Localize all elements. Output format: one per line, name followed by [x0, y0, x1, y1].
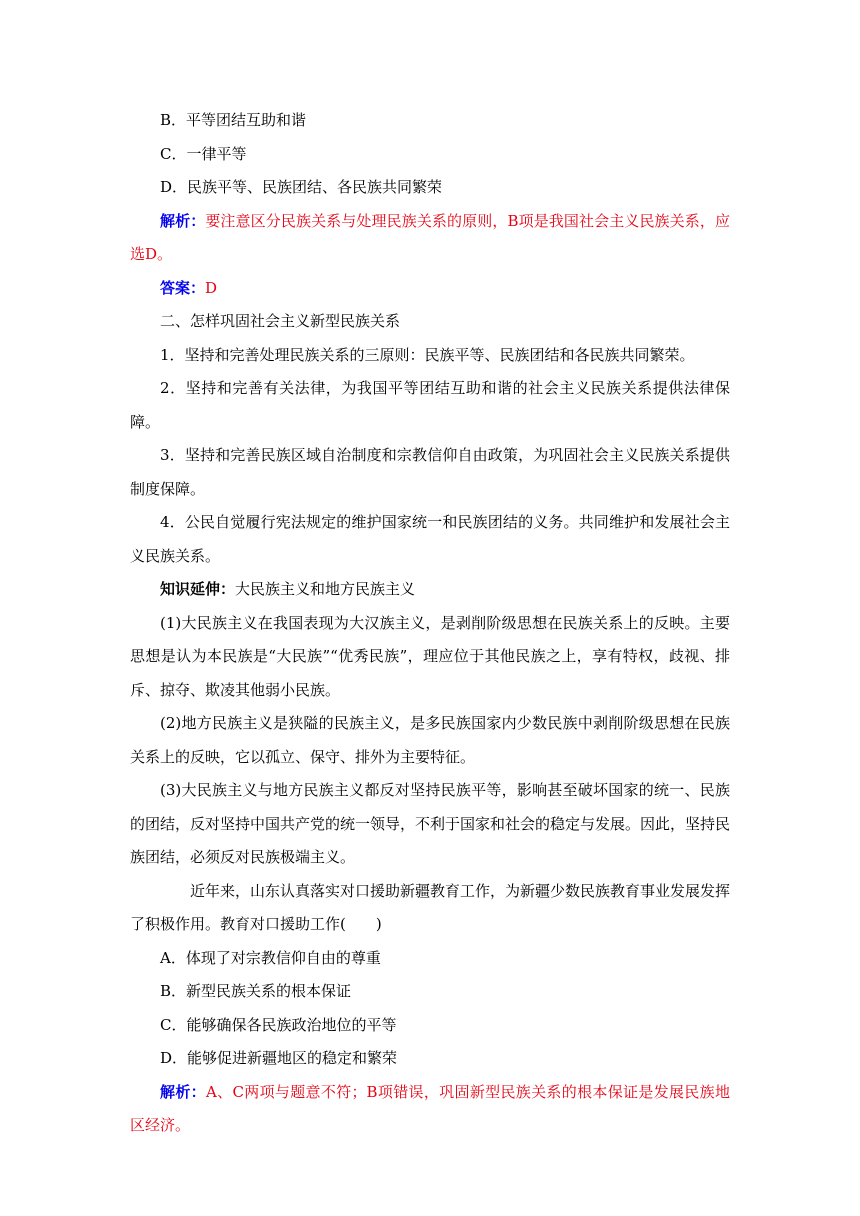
- question-option-a: A．体现了对宗教信仰自由的尊重: [160, 948, 381, 967]
- extension-para-1: (1)大民族主义在我国表现为大汉族主义，是剥削阶级思想在民族关系上的反映。主要思想是认为本民族是“大民族”“优秀民族”，理应位于其他民族之上，享有特权，歧视、排斥、掠夺、欺凌其他弱小民族。: [130, 613, 730, 699]
- option-d: D．民族平等、民族团结、各民族共同繁荣: [160, 178, 443, 196]
- option-c: C．一律平等: [160, 144, 247, 163]
- explanation-1: [130, 205, 730, 272]
- extension-title: 大民族主义和地方民族主义: [235, 580, 416, 598]
- answer-value: D: [205, 278, 218, 297]
- explanation-label-2: 解析：: [160, 1082, 206, 1101]
- document-content: [130, 104, 730, 1143]
- answer-label: 答案：: [160, 278, 206, 297]
- option-b: B．平等团结互助和谐: [160, 111, 307, 129]
- question-option-b: B．新型民族关系的根本保证: [160, 982, 352, 1000]
- extension-para-3: (3)大民族主义与地方民族主义都反对坚持民族平等，影响甚至破坏国家的统一、民族的团结，反对坚持中国共产党的统一领导，不利于国家和社会的稳定与发展。因此，坚持民族团结，必须反对民族极端主义。: [130, 781, 731, 866]
- section-item-1: 1．坚持和完善处理民族关系的三原则：民族平等、民族团结和各民族共同繁荣。: [160, 345, 695, 364]
- extension-label: 知识延伸：: [160, 580, 236, 598]
- section-item-3: 3．坚持和完善民族区域自治制度和宗教信仰自由政策，为巩固社会主义民族关系提供制度保障。: [130, 446, 730, 498]
- question-option-d: D．能够促进新疆地区的稳定和繁荣: [160, 1049, 398, 1067]
- extension-para-2: (2)地方民族主义是狭隘的民族主义，是多民族国家内少数民族中剥削阶级思想在民族关系上的反映，它以孤立、保守、排外为主要特征。: [130, 714, 730, 766]
- explanation-text: 要注意区分民族关系与处理民族关系的原则，B项是我国社会主义民族关系，应选D。: [130, 211, 730, 263]
- section-heading: 二、怎样巩固社会主义新型民族关系: [160, 312, 401, 330]
- explanation-2: [130, 1076, 730, 1143]
- question-option-c: C．能够确保各民族政治地位的平等: [160, 1015, 397, 1034]
- explanation-text-2: A、C两项与题意不符；B项错误，巩固新型民族关系的根本保证是发展民族地区经济。: [130, 1082, 730, 1134]
- answer-1: [130, 272, 730, 306]
- explanation-label: 解析：: [160, 211, 206, 230]
- extension-heading: [130, 573, 730, 607]
- section-item-4: 4．公民自觉履行宪法规定的维护国家统一和民族团结的义务。共同维护和发展社会主义民族关系。: [130, 513, 730, 565]
- question-stem: 近年来，山东认真落实对口援助新疆教育工作，为新疆少数民族教育事业发展发挥了积极作用。教育对口援助工作( ): [130, 881, 731, 933]
- section-item-2: 2．坚持和完善有关法律，为我国平等团结互助和谐的社会主义民族关系提供法律保障。: [130, 379, 730, 431]
